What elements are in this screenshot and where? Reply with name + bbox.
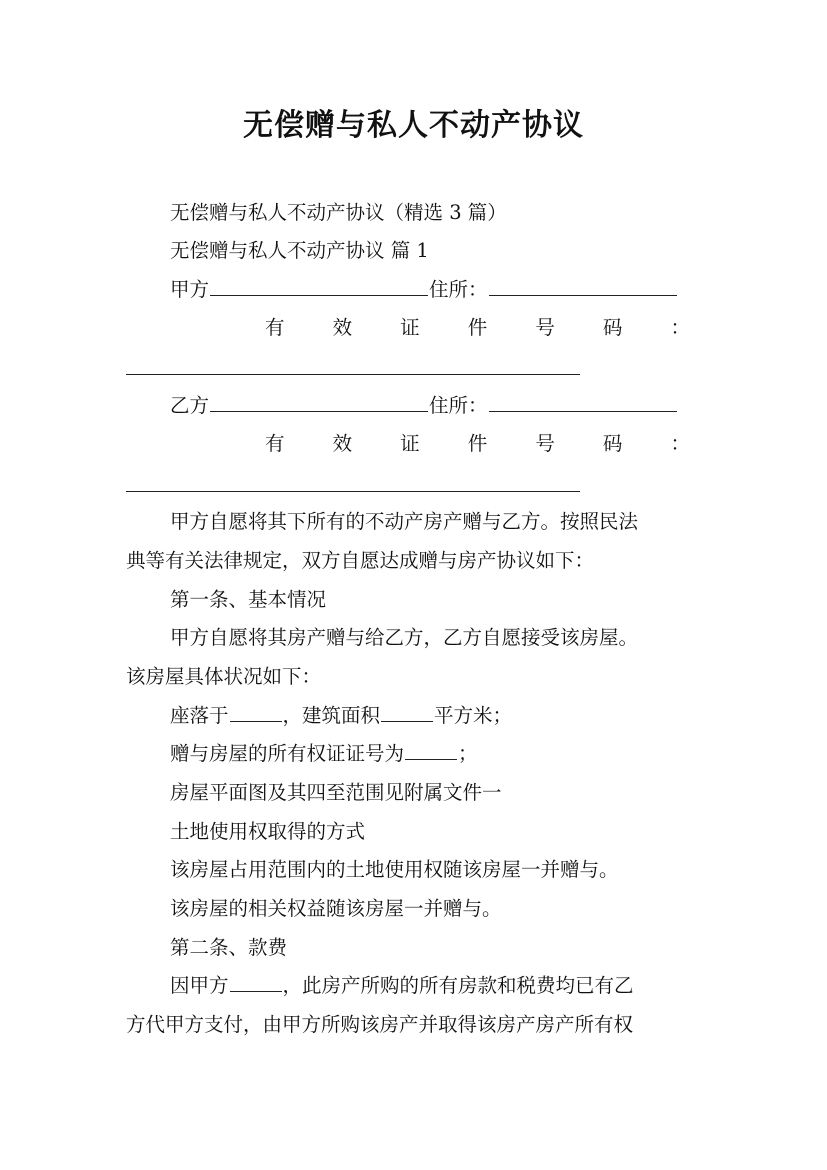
document-title: 无偿赠与私人不动产协议 (243, 108, 584, 143)
id-char: ： (670, 316, 690, 339)
id-char: 有 (265, 316, 285, 339)
rights-line: 该房屋的相关权益随该房屋一并赠与。 (170, 897, 502, 920)
area-label: ，建筑面积 (282, 704, 381, 727)
location-blank (230, 701, 282, 722)
location-line (170, 701, 730, 731)
id-char: 证 (400, 316, 420, 339)
party-b-line (170, 391, 730, 421)
fee-line (170, 971, 730, 1001)
certificate-end: ； (458, 742, 478, 765)
party-b-id-label (265, 429, 690, 459)
id-char: ： (670, 432, 690, 455)
land-use-line: 该房屋占用范围内的土地使用权随该房屋一并赠与。 (170, 858, 619, 881)
id-char: 码 (602, 316, 623, 339)
party-b-name-blank (210, 391, 428, 412)
land-method-line: 土地使用权取得的方式 (170, 820, 366, 843)
certificate-blank (405, 739, 457, 760)
certificate-label: 赠与房屋的所有权证证号为 (170, 742, 405, 765)
paragraph-line: 方代甲方支付，由甲方所购该房产并取得该房产房产所有权 (126, 1013, 634, 1036)
floor-plan-line: 房屋平面图及其四至范围见附属文件一 (170, 781, 502, 804)
party-a-residence-blank (489, 275, 677, 296)
id-char: 码 (602, 432, 623, 455)
party-a-id-blank (126, 374, 580, 375)
party-b-id-blank (126, 491, 580, 492)
party-a-residence-label: 住所： (429, 278, 488, 301)
id-char: 件 (467, 432, 488, 455)
party-b-residence-blank (489, 391, 677, 412)
paragraph-line: 甲方自愿将其房产赠与给乙方，乙方自愿接受该房屋。 (170, 626, 639, 649)
fee-blank (230, 971, 282, 992)
id-char: 号 (535, 432, 555, 455)
paragraph-line: 典等有关法律规定，双方自愿达成赠与房产协议如下： (126, 549, 595, 572)
party-b-residence-label: 住所： (429, 394, 488, 417)
id-char: 件 (467, 316, 488, 339)
id-char: 有 (265, 432, 285, 455)
fee-text: ，此房产所购的所有房款和税费均已有乙 (282, 974, 634, 997)
paragraph-line: 甲方自愿将其下所有的不动产房产赠与乙方。按照民法 (170, 510, 639, 533)
party-b-label: 乙方 (170, 394, 210, 417)
id-char: 效 (332, 316, 353, 339)
article-1-heading: 第一条、基本情况 (170, 588, 327, 611)
party-a-id-label (265, 313, 690, 343)
id-char: 效 (332, 432, 353, 455)
section-heading: 无偿赠与私人不动产协议 篇 1 (170, 239, 429, 262)
article-2-heading: 第二条、款费 (170, 936, 288, 959)
party-a-line (170, 275, 730, 305)
fee-label: 因甲方 (170, 974, 229, 997)
paragraph-line: 该房屋具体状况如下： (126, 665, 322, 688)
location-label: 座落于 (170, 704, 229, 727)
area-unit: 平方米； (434, 704, 513, 727)
party-a-label: 甲方 (170, 278, 210, 301)
certificate-line (170, 739, 730, 769)
document-subtitle: 无偿赠与私人不动产协议（精选 3 篇） (170, 201, 507, 224)
area-blank (381, 701, 433, 722)
id-char: 证 (400, 432, 420, 455)
party-a-name-blank (210, 275, 428, 296)
id-char: 号 (535, 316, 555, 339)
